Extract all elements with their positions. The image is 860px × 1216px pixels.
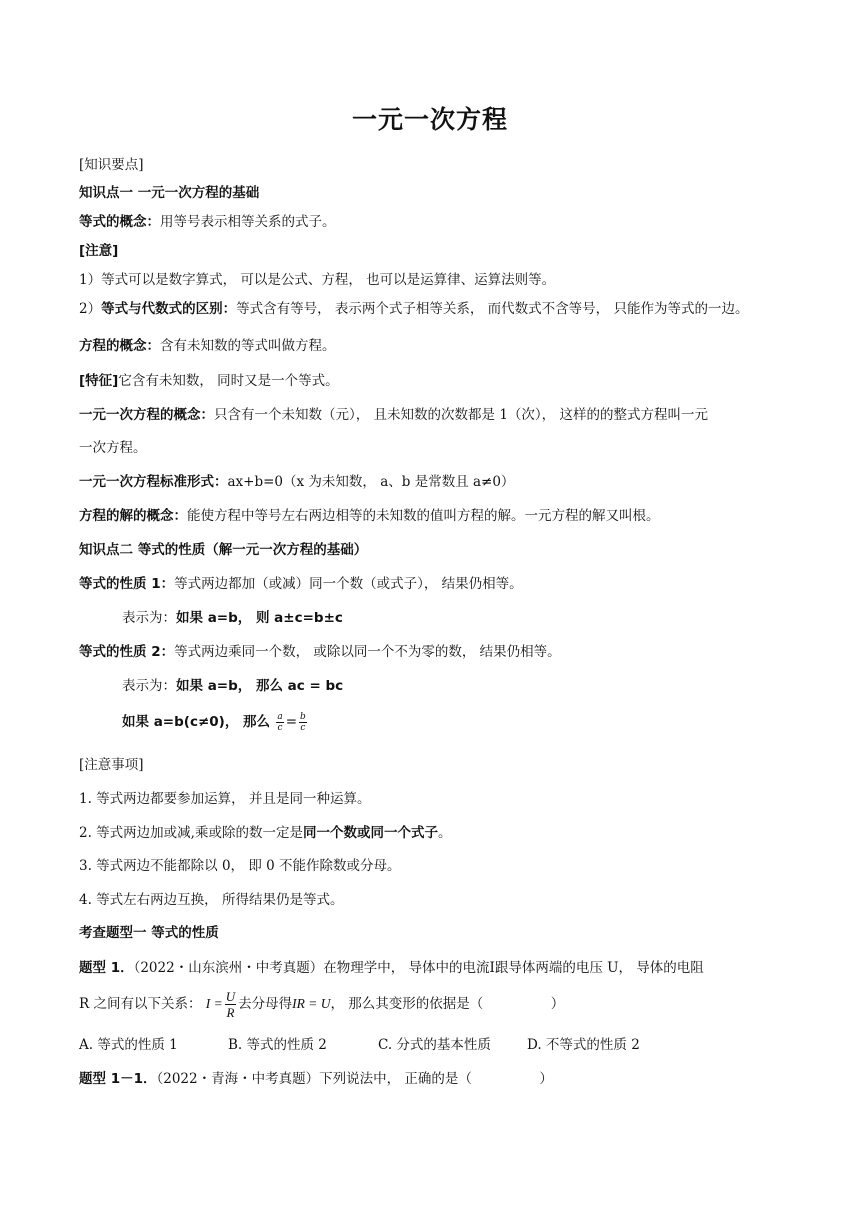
standard-form-text: ax+b=0（x 为未知数， a、b 是常数且 a≠0） xyxy=(227,474,515,490)
kp1-heading: 知识点一 一元一次方程的基础 xyxy=(79,185,260,201)
standard-form xyxy=(79,473,514,491)
equals-sign: = xyxy=(285,714,298,730)
property-2-expr-prefix: 表示为： xyxy=(122,678,176,694)
fraction-a-over-c xyxy=(276,712,283,733)
property-2 xyxy=(79,643,561,661)
notes-item-3: 3. 等式两边不能都除以 0， 即 0 不能作除数或分母。 xyxy=(79,858,401,874)
property-1-expr-text: 如果 a=b， 则 a±c=b±c xyxy=(176,610,343,626)
fangcheng-concept-text: 含有未知数的等式叫做方程。 xyxy=(160,338,336,354)
formula-i-equals: I = xyxy=(205,996,223,1011)
note-2 xyxy=(79,300,748,318)
property-2-expr xyxy=(122,677,343,695)
fangcheng-concept xyxy=(79,337,336,355)
property-2-label: 等式的性质 2： xyxy=(79,644,175,660)
solution-concept-text: 能使方程中等号左右两边相等的未知数的值叫方程的解。一元方程的解又叫根。 xyxy=(187,508,660,524)
notes-item-2-bold: 同一个数或同一个式子 xyxy=(302,825,438,841)
property-2-expr-2-text: 如果 a=b(c≠0)， 那么 xyxy=(122,714,271,730)
note-2-text: 等式含有等号， 表示两个式子相等关系， 而代数式不含等号， 只能作为等式的一边。 xyxy=(236,301,749,317)
solution-concept-label: 方程的解的概念： xyxy=(79,508,187,524)
question-1-text: （2022・山东滨州・中考真题）在物理学中， 导体中的电流Ⅰ跟导体两端的电压 U， 导体的电阻 xyxy=(133,960,704,976)
fraction-a-numerator: a xyxy=(277,712,283,722)
equation-concept-label: 等式的概念： xyxy=(79,214,160,230)
property-1 xyxy=(79,575,523,593)
property-1-text: 等式两边都加（或减）同一个数（或式子）， 结果仍相等。 xyxy=(174,576,523,592)
kp2-heading: 知识点二 等式的性质（解一元一次方程的基础） xyxy=(79,542,368,558)
note-label: [注意] xyxy=(79,243,119,259)
option-c: C. 分式的基本性质 xyxy=(378,1037,491,1053)
feature xyxy=(79,372,339,390)
standard-form-label: 一元一次方程标准形式： xyxy=(79,474,228,490)
question-1-1 xyxy=(79,1070,553,1088)
question-1 xyxy=(79,959,704,977)
formula-ir-equals-u: IR = U xyxy=(292,996,331,1011)
fraction-b-numerator: b xyxy=(300,712,306,722)
linear-concept-cont: 一次方程。 xyxy=(79,440,147,456)
feature-text: 它含有未知数， 同时又是一个等式。 xyxy=(118,373,339,389)
feature-label: [特征] xyxy=(79,373,119,389)
option-d: D. 不等式的性质 2 xyxy=(527,1037,640,1053)
property-2-text: 等式两边乘同一个数， 或除以同一个不为零的数， 结果仍相等。 xyxy=(174,644,561,660)
question-1-1-label: 题型 1－1． xyxy=(79,1071,157,1087)
option-b: B. 等式的性质 2 xyxy=(228,1037,327,1053)
formula-u-over-r xyxy=(225,989,236,1020)
notes-item-1: 1. 等式两边都要参加运算， 并且是同一种运算。 xyxy=(79,791,371,807)
notes-item-4: 4. 等式左右两边互换， 所得结果仍是等式。 xyxy=(79,892,344,908)
property-2-expr-text: 如果 a=b， 那么 ac = bc xyxy=(176,678,344,694)
property-1-label: 等式的性质 1： xyxy=(79,576,175,592)
note-2-label: 等式与代数式的区别： xyxy=(101,301,237,317)
note-1: 1）等式可以是数字算式， 可以是公式、方程， 也可以是运算律、运算法则等。 xyxy=(79,272,556,288)
solution-concept xyxy=(79,507,660,525)
question-1-line2-pre: R 之间有以下关系： xyxy=(79,996,202,1012)
fangcheng-concept-label: 方程的概念： xyxy=(79,338,160,354)
linear-concept-label: 一元一次方程的概念： xyxy=(79,407,214,423)
equation-concept-text: 用等号表示相等关系的式子。 xyxy=(160,214,336,230)
notes-item-2-tail: 。 xyxy=(437,825,452,841)
formula-denominator: R xyxy=(226,1005,235,1020)
notes-item-2 xyxy=(79,824,451,842)
fraction-a-denominator: c xyxy=(277,723,283,733)
option-a: A. 等式的性质 1 xyxy=(79,1037,178,1053)
page-title: 一元一次方程 xyxy=(351,105,508,134)
fraction-b-denominator: c xyxy=(300,723,306,733)
equation-concept xyxy=(79,213,336,231)
linear-concept-text: 只含有一个未知数（元）， 且未知数的次数都是 1（次）， 这样的的整式方程叫一元 xyxy=(214,407,708,423)
formula-numerator: U xyxy=(225,989,236,1004)
question-1-line2-mid: 去分母得 xyxy=(238,996,293,1012)
notes-item-2-text: 2. 等式两边加或减,乘或除的数一定是 xyxy=(79,825,303,841)
notes-label: [注意事项] xyxy=(79,757,144,773)
question-1-line2-post: ， 那么其变形的依据是（ ） xyxy=(330,996,565,1012)
linear-concept xyxy=(79,406,708,424)
question-1-1-text: （2022・青海・中考真题）下列说法中， 正确的是（ ） xyxy=(156,1071,553,1087)
note-2-prefix: 2） xyxy=(79,301,102,317)
exam-heading: 考查题型一 等式的性质 xyxy=(79,925,219,941)
property-1-expr-prefix: 表示为： xyxy=(122,610,176,626)
fraction-b-over-c xyxy=(299,712,307,733)
question-1-line-2 xyxy=(79,988,564,1020)
property-2-expr-2 xyxy=(122,712,309,733)
question-1-label: 题型 1． xyxy=(79,960,134,976)
property-1-expr xyxy=(122,609,343,627)
section-header: [知识要点] xyxy=(79,157,144,173)
